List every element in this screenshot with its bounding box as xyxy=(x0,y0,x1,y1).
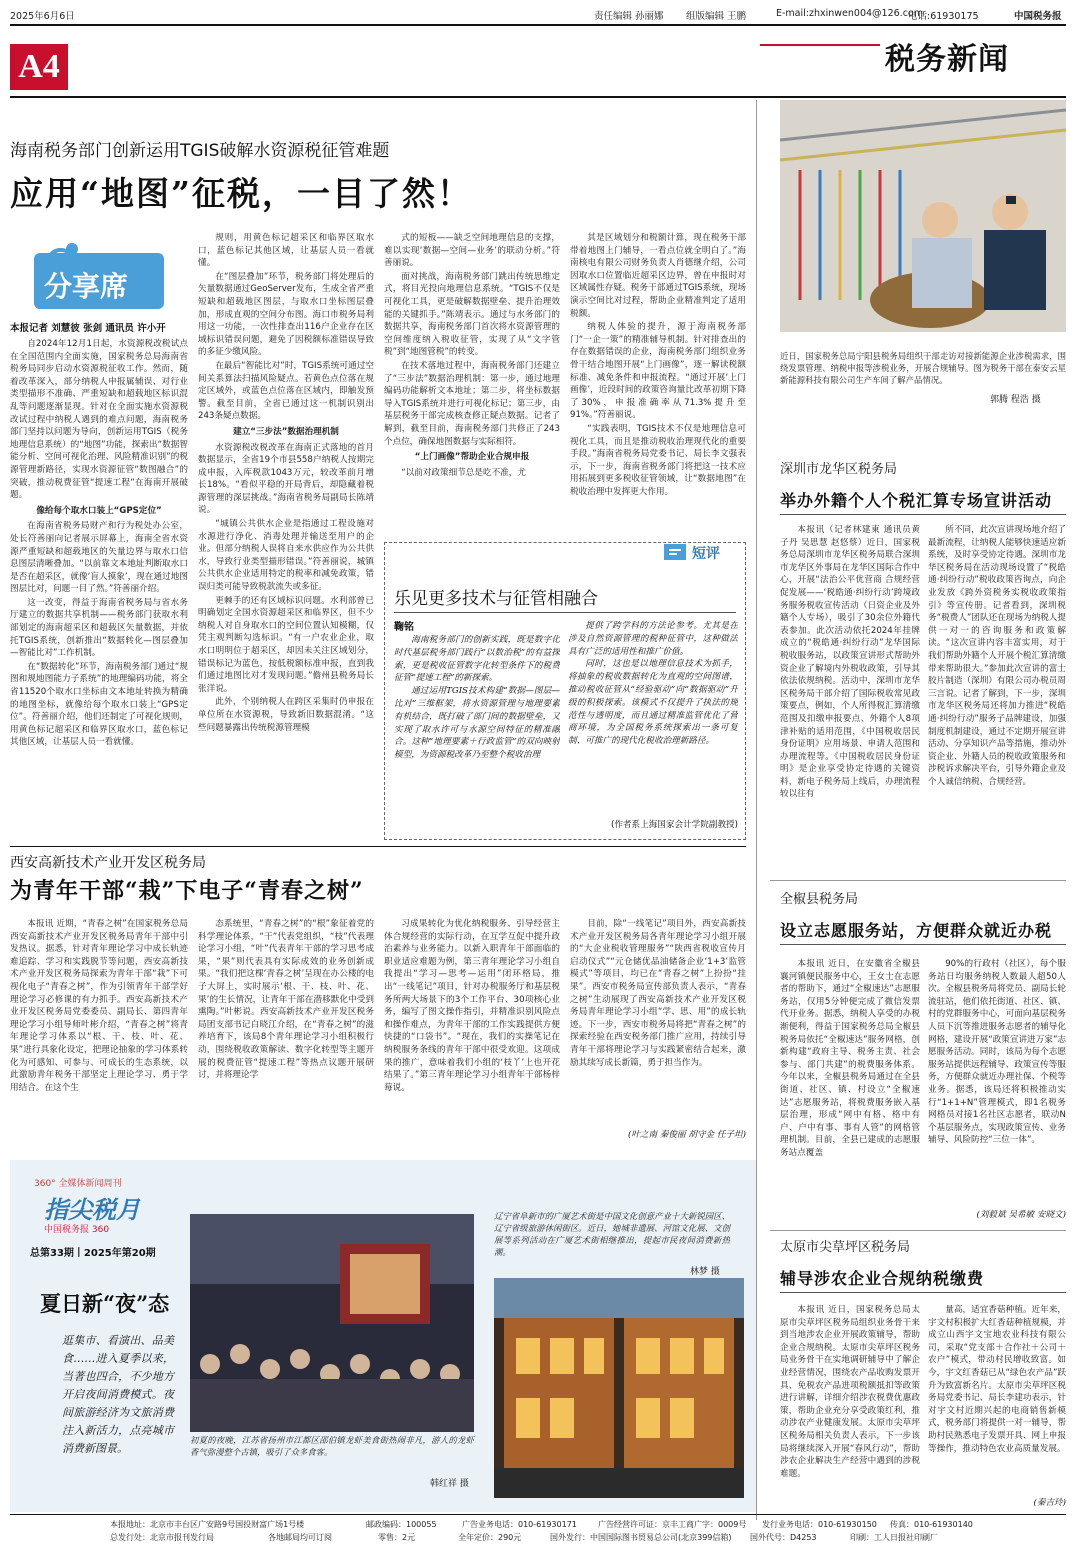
feature-brand-sub: 中国税务报 360 xyxy=(44,1225,110,1235)
paragraph: 本报讯 近日，在安徽省全椒县襄河镇便民服务中心，王女士在志愿者的帮助下，通过“全椒速达”志愿服务站，仅用5分钟便完成了微信发票代开业务。据悉，纳税人享受的办税渐便利，得益于国家税务总局全椒县税务局依托“全椒速达”服务网格，创新构建“政府主导、税务主责、社会参与、部门共建”的税费服务体系。今年以来，全椒县税务局通过在全县街道、社区、镇、村设立“全椒速达”志愿服务站，将税费服务嵌入基层治理，形成“网中有格、格中有户、户中有事、事有人管”的网格管理机制。目前，全县已建成的志愿服务站点覆盖 xyxy=(780,959,920,1158)
footer-ad-phone: 广告业务电话：010-61930171 xyxy=(462,1520,577,1529)
paragraph: 目前，除“一线笔记”项目外，西安高新技术产业开发区税务局各青年理论学习小组开展的“大企业税收管理服务”“陕西省税收宣传月启动仪式”“元仓储优品油储备企业‘1+3’监管模式”等项目，均已在“青春之树”上扮扮“挂果”。西安市税务局宣传部负责人表示，“青春之树”生动展现了西安高新技术产业开发区税务局青年理论学习小组“学、思、用”的成长轨迹。下一步，西安市税务局将把“青春之树”的探索经验在西安税务部门推广应用，持续引导青年干部将理论学习与实践紧密结合起来，激励其续写成长新篇，勇于担当作为。 xyxy=(570,919,746,1068)
factory-photo-caption: 近日，国家税务总局宁阳县税务局组织干部走访对接新能源企业涉税需求，围绕发票管理、纳税申报等涉税业务，开展合规辅导。图为税务干部在泰安云星新能源科技有限公司生产车间了解产品情况。 xyxy=(780,351,1066,385)
comment-title: 乐见更多技术与征管相融合 xyxy=(394,589,598,609)
paragraph: 90%的行政村（社区），每个服务站日均服务纳税人数最人超50人次。全椒县税务局将党员、副局长轮流驻站，他们依托街道、社区、镇、村的党群服务中心，可面向基层税务人员下沉等推进服务志愿者的辅导化网格，建设开展“政策宣讲进万家”志愿服务活动。同时，该局为每个志愿服务站提供远程辅导、政策宣传等服务，方便群众就近办理社保、个税等业务。据悉，该局还将积极推动实行“1+1+N”管理模式，即1名税务网格员对接1名社区志愿者，联动N个基层服务点，实现政策宣传、业务辅导、风险防控“三位一体”。 xyxy=(928,959,1066,1146)
paragraph: 所不同，此次宣讲现场地介绍了最新流程，让纳税人能够快速适应新系统，及时享受协定待遇。深圳市龙华区税务局在活动现场设置了“税皓通·纠纷行动”税收政策咨询点，向企业发放《跨外资税务实税收政策指引》等宣传册。记者看到，深圳税务“税费人”团队还在现场为纳税人提供一对一的咨询服务和政策解读。“这次宣讲内容丰富实用，对于我们帮助外籍个人开展个税汇算清缴带来帮助很大。”参加此次宣讲的富士胶片制造（深圳）有限公司办税员周三言说。记者了解到，下一步，深圳市龙华区税务局还将加力推进“税皓通·纠纷行动”服务子品牌建设，加强制度机制建设，通过不定期开展宣讲活动、分享知识产品等措施，推动外资企业、外籍人员的税收政策服务和涉税诉求解决平台，引导外籍企业及个人诚信纳税、合规经营。 xyxy=(928,525,1066,787)
footer-annual-price: 全年定价：290元 xyxy=(458,1533,522,1542)
column-divider xyxy=(756,100,757,1520)
rs2-top-rule xyxy=(770,880,1066,881)
paragraph: 本报讯 近日，国家税务总局太原市尖草坪区税务局组织业务骨干来到当地涉农企业开展政策辅导，帮助企业合规纳税。太原市尖草坪区税务局业务骨干在实地调研辅导中了解企业经营情况，围绕农产品收购发票开具、免税农产品进项税额抵扣等政策进行讲解，详细介绍涉农税费优惠政策，帮助企业充分享受政策红利，推动涉农产业健康发展。太原市尖草坪区税务局相关负责人表示，下一步该局将继续深入开展“春风行动”，帮助涉农企业解决生产经营中遇到的涉税难题。 xyxy=(780,1305,920,1479)
short-comment-tag xyxy=(660,540,740,566)
art-street-photo xyxy=(494,1278,744,1498)
section-title: 税务新闻 xyxy=(885,42,1009,77)
paragraph: 在最后“智能比对”时，TGIS系统可通过空间关系算法扫描风险疑点。若黄色点位落在规定区域外，或蓝色点位落在区域内，即触发预警。截至目前，全省已通过这一机制识别出243条疑点数据。 xyxy=(198,360,374,422)
share-seat-text: 分享席 xyxy=(44,270,129,303)
quanjiao-column-2 xyxy=(928,958,1066,1206)
story2-headline: 为青年干部“栽”下电子“青春之树” xyxy=(10,878,364,904)
story2-sign: (叶之南 秦俊丽 胡守金 任子坦) xyxy=(627,1130,746,1140)
lead-kicker: 海南税务部门创新运用TGIS破解水资源税征管难题 xyxy=(10,141,390,161)
paragraph: 通过运用TGIS技术构建“数据—图层—比对”三维框架，将水资源管理与地理要素有机结合，既打破了部门间的数据壁垒，又实现了取水许可与水源空间特征的精准融合。这种“地理要素＋行政监管”的双向映射模型，为资源税改革乃至整个税收治理 xyxy=(394,686,560,761)
paragraph: 自2024年12月1日起，水资源税改税试点在全国范围内全面实施，国家税务总局海南省税务局同步启动水资源税征收工作。然而，随着改革深入，部分纳税人申报属辅误、对行业类型描形不准确、严重短缺和超载地区标识混乱等问题逐渐显现。针对在全面实施水资源税改试过程中纳税人遇到的难点问题，海南税务部门坚持以问题为导向，创新运用TGIS（税务地理信息系统）的“地图”功能，探索出“数据智能分析、空间可视化治理、风险精准识别”的税源管理新路径，实现水资源征管“数图融合”的突破，推动税费征管“提速工程”在海南开展破题。 xyxy=(10,339,188,501)
night-market-credit: 韩红祥 摄 xyxy=(430,1479,469,1489)
footer-overseas: 国外发行：中国国际图书贸易总公司(北京399信箱) xyxy=(550,1533,732,1542)
short-comment-label: 短评 xyxy=(692,546,720,562)
art-street-caption: 辽宁省阜新市的广厦艺术街是中国文化创意产业十大新锐园区、辽宁省级旅游休闲街区。近日，她城非遗展、河馆文化展、文创展等系列活动在广厦艺术街相继推出，提起市民夜间消费新热潮。 xyxy=(494,1211,730,1257)
paragraph: 更棘手的还有区域标识问题。水利部曾已明确划定全国水资源超采区和临界区，但不少纳税人对自身取水口的空间位置认知模糊，仅凭主观判断勾选标识。“有一户农业企业，取水口明明位于超采区，却因未关注区域划分，错误标记为蓝色，按低税额标准申报，直到我们通过地图比对才发现问题。”儋州县税务局长张洋说。 xyxy=(198,595,374,694)
footer-ad-license: 广告经营许可证：京丰工商广字：0009号 xyxy=(598,1520,747,1529)
shenzhen-column-2 xyxy=(928,524,1066,864)
taiyuan-rule xyxy=(780,1292,1066,1293)
night-market-caption: 初夏的夜晚，江苏省扬州市江都区邵伯镇龙虾美食街热闹非凡，游人的龙虾香气弥漫整个古镇，吸引了众多食客。 xyxy=(190,1435,474,1457)
paragraph: 提供了跨学科的方法论参考。尤其是在涉及自然资源管理的税种征管中，这种做法具有广泛的适用性和推广价值。 xyxy=(568,621,738,657)
subhead: 像给每个取水口装上“GPS定位” xyxy=(36,505,162,516)
paragraph: “实践表明，TGIS技术不仅是地理信息可视化工具，而且是推动税收治理现代化的重要手段。”海南省税务局党委书记、局长李文强表示，下一步，海南省税务部门将把这一技术应用拓展到更多税收征管领域，让“数据地图”在税收治理中发挥更大作用。 xyxy=(570,423,746,497)
paragraph: 面对挑战，海南税务部门跳出传统思维定式，将目光投向地理信息系统。“TGIS不仅是可视化工具，更是破解数据壁垒、提升治理效能的关键抓手。”陈靖表示。通过与水务部门的数据共享，海南税务部门首次将水资源管理的空间维度纳入税收征管，实现了从“文字管税”到“地图管税”的转变。 xyxy=(384,271,560,358)
subhead: “上门画像”帮助企业合规申报 xyxy=(414,452,530,463)
paragraph: 量高，适宜香菇种植。近年来，宇文村积极扩大红香菇种植规模，并成立山西宇文宝地农业科技有限公司，采取“党支部＋合作社＋公司＋农户”模式，带动村民增收致富。如今，宇文红香菇已从“绿色农产品”跃升为致富新名片。太原市尖草坪区税务局党委书记、局长李建功表示，针对宇文村近期兴起的电商销售新模式，税务部门将提供一对一辅导，帮助村民熟悉电子发票开具、网上申报等操作，推动特色农业高质量发展。 xyxy=(928,1305,1066,1454)
story2-column-3 xyxy=(384,918,560,1140)
subhead: 建立“三步法”数据治理机制 xyxy=(233,426,339,437)
shenzhen-column-1 xyxy=(780,524,920,864)
paragraph: 这一改变，得益于海南省税务局与省水务厅建立的数据共享机制——税务部门获取水利部划定的海南超采区和超载区矢量数据，并依托TGIS系统，创新推出“数据转化—图层叠加—智能比对”工作机制。 xyxy=(10,597,188,659)
taiyuan-column-2 xyxy=(928,1304,1066,1494)
paragraph: 在“数据转化”环节，海南税务部门通过“规图和规地图能力子系统”的地理编码功能，将全省11520个取水口坐标由文本地址转换为精确的地图坐标，就像给每个取水口装上“GPS定位”。符善丽介绍，他们还制定了可视化规则，用黄色标记超采区和临界区取水口，蓝色标记其他区域，让基层人员一看就懂。 xyxy=(10,661,188,748)
factory-photo-credit: 郭腾 程浩 摄 xyxy=(990,395,1041,405)
comment-column-1 xyxy=(394,634,560,834)
paragraph: 水资源税改税改革在海南正式落地的首月数据显示，全省19个市县558户纳税人按期完成申报，入库税款1043万元，较改革前月增长18%。“看似平稳的开局背后，却隐藏着税源管理的深层挑战。”海南省税务局副局长陈靖说。 xyxy=(198,442,374,516)
quanjiao-rule xyxy=(780,944,1066,945)
story2-kicker: 西安高新技术产业开发区税务局 xyxy=(10,855,206,871)
designer-label: 组版编辑 王鹏 xyxy=(686,11,747,22)
lead-column-1 xyxy=(10,338,188,838)
paragraph: 在“图层叠加”环节，税务部门将处理后的矢量数据通过GeoServer发布，生成全省严重短缺和超载地区图层，与取水口坐标图层叠加，形成直观的空间分布图。海口市税务局利用这一功能，一次性排查出116户企业存在区域标识错误问题，避免了因税额标准错误导致的多征少缴风险。 xyxy=(198,271,374,358)
paragraph: 其是区域划分和税额计算，现在税务干部带着地图上门辅导，一看点位就全明白了。”海南核电有限公司财务负责人肖德继介绍，公司因取水口位置临近超采区边界，曾在申报时对区域属性存疑。税务干部通过TGIS系统，现场演示空间比对过程，帮助企业精准判定了适用税额。 xyxy=(570,233,746,319)
paragraph: 纳税人体验的提升，源于海南税务部门“一企一策”的精准辅导机制。针对排查出的存在数据错误的企业，海南税务部门组织业务骨干结合地图开展“上门画像”，逐一解读税额标准、减免条件和申报流程。“通过开展‘上门画像’，近段时间的政策咨询量比改革初期下降了30%，申报准确率从71.3%提升至91%。”符善丽说。 xyxy=(570,322,746,421)
comment-rule xyxy=(394,612,736,613)
footer-subscribe: 各地邮局均可订阅 xyxy=(268,1533,332,1542)
lead-column-3 xyxy=(384,232,560,532)
taiyuan-column-1 xyxy=(780,1304,920,1512)
taiyuan-kicker: 太原市尖草坪区税务局 xyxy=(780,1240,911,1255)
masthead-bar xyxy=(10,8,1066,22)
comment-author: 鞠铭 xyxy=(394,622,414,633)
lead-column-2 xyxy=(198,232,374,838)
footer-printer: 印刷：工人日报社印刷厂 xyxy=(850,1533,938,1542)
paragraph: 在技术落地过程中，海南税务部门还建立了“三步法”数据治理机制：第一步，通过地理编码功能解析文本地址；第二步，将坐标数据导入TGIS系统并进行可视化标记；第三步，由基层税务干部完成核查修正疑点数据。记者了解到，截至目前，海南税务部门共修正了243个点位，确保地图数据与实际相符。 xyxy=(384,360,560,447)
footer-address: 本报地址：北京市丰台区广安路9号国投财富广场1号楼 xyxy=(110,1520,305,1529)
quanjiao-sign: (刘毅斌 吴希敏 安晓文) xyxy=(976,1210,1066,1220)
paragraph: 态系统里，“青春之树”的“根”象征着党的科学理论体系，“干”代表党组织，“枝”代表理论学习小组，“叶”代表青年干部的学习思考成果，“果”则代表具有实际成效的业务创新成果。“我们把这棵‘青春之树’呈现在办公楼的电子大屏上，实时展示‘根、干、枝、叶、花、果’的生长情况，让青年干部在潜移默化中受到熏陶。”叶彬说。西安高新技术产业开发区税务局团支部书记白晓江介绍，在“青春之树”的滋养培育下，该局8个青年理论学习小组积极行动，围绕税收政策解读、数字化转型等主题开展的税费征管“提速工程”等热点议题开展研讨，并将理论学 xyxy=(198,919,374,1081)
quanjiao-headline: 设立志愿服务站，方便群众就近办税 xyxy=(780,921,1053,940)
taiyuan-sign: (秦吉玲) xyxy=(1033,1498,1066,1508)
lead-headline: 应用“地图”征税，一目了然！ xyxy=(10,174,472,213)
footer-retail-price: 零售：2元 xyxy=(378,1533,416,1542)
feature-brand-main: 指尖税月 xyxy=(44,1195,140,1224)
feature-title: 夏日新“夜”态 xyxy=(40,1291,170,1316)
art-street-credit: 林梦 摄 xyxy=(690,1267,720,1277)
comment-author-unit: (作者系上海国家会计学院副教授) xyxy=(610,820,738,830)
feature-intro: 逛集市、看演出、品美食……进入夏季以来，当著也四合，不少地方开启夜间消费模式。夜间旅游经济为文旅消费注入新活力，点亮城市消费新图景。 xyxy=(62,1334,174,1455)
issue-date: 2025年6月6日 xyxy=(10,11,75,22)
paragraph: 规则，用黄色标记超采区和临界区取水口，蓝色标记其他区域，让基层人员一看就懂。 xyxy=(198,233,374,269)
paragraph: 此外，个别纳税人在跨区采集时仍申报在单位所在水资源税，导致新旧数据混淆。“这些问题暴露出传统税源管理模 xyxy=(198,697,374,733)
feature-issue: 总第33期丨2025年第20期 xyxy=(30,1248,156,1259)
quanjiao-column-1 xyxy=(780,958,920,1220)
footer-overseas-code: 国外代号：D4253 xyxy=(750,1533,817,1542)
taiyuan-headline: 辅导涉农企业合规纳税缴费 xyxy=(780,1269,985,1288)
footer-postcode: 邮政编码：100055 xyxy=(366,1520,437,1529)
header-rule xyxy=(10,96,1066,98)
shenzhen-rule xyxy=(780,514,1066,515)
masthead-rule xyxy=(10,24,1066,26)
paragraph: 式的短板——缺乏空间地理信息的支撑，难以实现‘数据—空间—业务’的联动分析。”符善丽说。 xyxy=(384,233,560,269)
paragraph: “城镇公共供水企业是指通过工程设施对水源进行净化、消毒处理并输送至用户的企业。但部分纳税人误将自来水供应作为公共供水，导致行业类型描形错误。”符善丽说，城镇公共供水企业适用特定的税率和减免政策，错误归类可能导致税款流失或多征。 xyxy=(198,519,374,593)
paragraph: 本报讯（记者林建東 通讯员黄子丹 吴思慧 赵悠蔡）近日，国家税务总局深圳市龙华区税务局联合深圳市龙华区外事局在龙华区国际合作中心，开展“法治公平优营商 合规经营促发展——‘税皓通·纠纷行动’跨境政务服务税收宣传活动（日资企业及外籍个人专场），吸引了30余位外籍代表参加。此次活动依托2024年挂牌成立的“税皓通·纠纷行动”龙华国际税收服务站，以政策宣讲形式帮助外资企业了解境内外税收政策，引导其依法依规纳税。活动中，深圳市龙华区税务局干部介绍了国际税收常见政策要点，例如，个人所得税汇算清缴范围及扣缴申报要点、外籍个人8项津补贴的适用范围，《中国税收居民身份证明》应用场景、申请人范围和办理流程等。《中国税收居民身份证明》是企业享受协定待遇的关键资料，新电子税务局上线后，办理流程较以往有 xyxy=(780,525,920,800)
paragraph: 海南税务部门的创新实践，既是数字化时代基层税务部门践行“以数治税”的有益探索，更是税收征管数字化转型条件下的税费征管“提速工程”的新探索。 xyxy=(394,635,560,684)
lead-byline: 本报记者 刘慧彼 张剑 通讯员 许小开 xyxy=(10,323,166,334)
editor-label: 责任编辑 孙丽娜 xyxy=(594,11,664,22)
paragraph: 习成果转化为优化纳税服务、引导经营主体合规经营的实际行动，在互学互促中提升政治素养与业务能力。以新入职青年干部面临的职业适应难题为例，第三青年理论学习小组自我提出“学习—思考—运用”闭环格局，推出“一线笔记”项目，针对办税服务厅和基层税务所两大场景下的3个工作平台、30项核心业务，编写了图文操作指引，并精准识别风险点和操作难点，为青年干部的工作实践提供方便快捷的“口袋书”。“现在，我们的实操笔记在纳税服务条线的青年干部中很受欢迎。这项成果的推广，意味着我们小组的‘枝丫’上也开花结果了。”第三青年理论学习小组青年干部杨梓莓说。 xyxy=(384,919,560,1093)
paragraph: 本报讯 近期，“青春之树”在国家税务总局西安高新技术产业开发区税务局青年干部中引发热议。据悉，针对青年理论学习中成长轨迹难追踪、学习和实践脱节等问题，西安高新技术产业开发区税务局探索为青年干部“栽”下可视化电子“青春之树”，作为引领青年干部学好理论学习必修课的有力抓手。西安高新技术产业开发区税务局党委委员、副局长、第四青年理论学习小组导师叶彬介绍，“青春之树”将青年理论学习体系以“根、干、枝、叶、花、果”进行具象化设定，把理论抽象的学习体系转化为可感知、可参与、可成长的生态系统，以此激励青年税务干部坚定上理论学习、勇于学用结合。在这个生 xyxy=(10,919,188,1093)
paper-name: 中国税务报 xyxy=(1014,11,1062,22)
story2-column-4 xyxy=(570,918,746,1124)
email-label: E-mail:zhxinwen004@126.com xyxy=(776,8,923,19)
rs3-top-rule xyxy=(770,1230,1066,1231)
story2-rule xyxy=(10,846,746,847)
lead-column-4 xyxy=(570,232,746,532)
factory-photo xyxy=(780,100,1066,332)
footer-distributor: 总发行处：北京市报刊发行局 xyxy=(110,1533,214,1542)
phone-label: 电话:61930175 xyxy=(908,11,979,22)
footer-fax: 传真：010-61930140 xyxy=(890,1520,973,1529)
night-market-photo xyxy=(190,1214,474,1432)
shenzhen-kicker: 深圳市龙华区税务局 xyxy=(780,462,898,477)
paragraph: 在海南省税务局财产和行为税处办公室，处长符善丽向记者展示屏幕上，海南全省水资源严重短缺和超载地区的矢量边界与取水口信息图层清晰叠加。“以前靠文本地址判断取水口是否在超采区，就像‘盲人摸象’，现在通过地图图层比对，问题一目了然。”符善丽介绍。 xyxy=(10,521,188,595)
page-number-badge: A4 xyxy=(10,44,68,90)
footer xyxy=(10,1518,1066,1548)
paragraph: “以前对政策细节总是吃不准，尤 xyxy=(401,467,526,478)
feature-brand-top: 360° 全媒体新闻周刊 xyxy=(34,1179,122,1189)
paragraph: 同时，这也是以地理信息技术为抓手，将抽象的税收数据转化为直观的空间图谱，推动税收征管从“经验驱动”向“数据驱动”升级的积极探索。该模式不仅提升了执法的规范性与透明度，而且通过精准监管优化了营商环境，为全国税务系统探索出一条可复制、可推广的现代化税收治理新路径。 xyxy=(568,659,738,747)
footer-distribution-phone: 发行业务电话：010-61930150 xyxy=(762,1520,877,1529)
section-accent xyxy=(760,44,880,46)
comment-column-2 xyxy=(568,620,738,816)
story2-column-1 xyxy=(10,918,188,1140)
shenzhen-headline: 举办外籍个人个税汇算专场宣讲活动 xyxy=(780,491,1053,510)
story2-column-2 xyxy=(198,918,374,1140)
footer-rule xyxy=(10,1514,1066,1515)
quanjiao-kicker: 全椒县税务局 xyxy=(780,892,859,907)
share-seat-logo xyxy=(30,235,170,315)
